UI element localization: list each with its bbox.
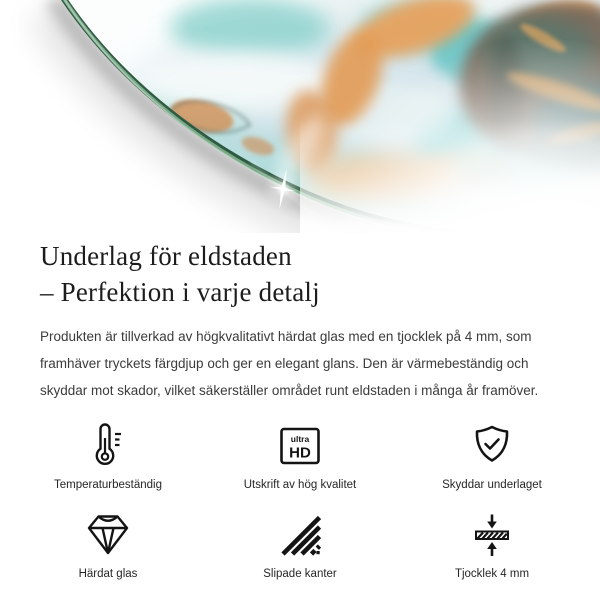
feature-icon-wrap — [84, 422, 132, 470]
feature-icon-wrap — [84, 511, 132, 559]
feature-label: Tjocklek 4 mm — [454, 568, 530, 580]
ultra-hd-badge-top: ultra — [290, 434, 310, 444]
description-paragraph: Produkten är tillverkad av högkvalitativt härdat glas med en tjocklek på 4 mm, som framhäver tryckets färgdjup och ger en elegant glans. Den är värmebeständig och skyddar mot skador, vilket säkerställer området runt eldstaden i många år framöver. — [40, 329, 539, 398]
description-section — [0, 233, 600, 404]
shield-check-icon — [468, 422, 516, 470]
heading-line-1: Underlag för eldstaden — [40, 241, 292, 271]
feature-icon-wrap — [276, 511, 324, 559]
thickness-icon — [468, 511, 516, 559]
feature-icon-wrap — [276, 422, 324, 470]
feature-icon-wrap — [468, 422, 516, 470]
feature-label: Skyddar underlaget — [442, 479, 542, 491]
glass-panel-image — [0, 0, 600, 233]
feature-print-quality — [204, 422, 396, 491]
feature-grid — [12, 422, 588, 580]
feature-label: Slipade kanter — [263, 568, 337, 580]
feature-thickness — [396, 511, 588, 580]
beveled-edges-icon — [276, 511, 324, 559]
feature-polished-edges — [204, 511, 396, 580]
feature-icon-wrap — [468, 511, 516, 559]
diamond-icon — [84, 511, 132, 559]
hero-image — [0, 0, 600, 233]
ultra-hd-badge-bottom: HD — [289, 444, 311, 462]
page-title — [40, 238, 560, 310]
ultra-hd-icon — [276, 422, 324, 470]
thermometer-icon — [84, 422, 132, 470]
feature-label: Härdat glas — [78, 568, 138, 580]
feature-label: Temperaturbeständig — [53, 479, 163, 491]
feature-temperature — [12, 422, 204, 491]
feature-label: Utskrift av hög kvalitet — [243, 479, 357, 491]
feature-protects-surface — [396, 422, 588, 491]
feature-tempered-glass — [12, 511, 204, 580]
heading-line-2: – Perfektion i varje detalj — [40, 277, 320, 307]
